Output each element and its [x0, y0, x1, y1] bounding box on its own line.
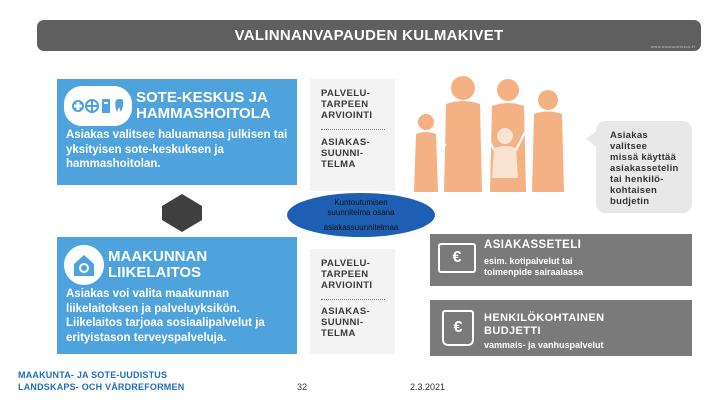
footer-date: 2.3.2021 [410, 382, 446, 392]
family-illustration [408, 74, 586, 192]
callout-line: valitsee [610, 141, 648, 152]
callout-line: tai henkilö- [610, 174, 664, 185]
maakunta-title-line1: MAAKUNNAN [108, 248, 208, 265]
callout-line: asiakassetelin [610, 163, 679, 174]
title-small-text: www.alueuudistus.fi [650, 44, 695, 49]
oval-line2: suunnitelma osana [327, 207, 395, 217]
rehab-oval [287, 193, 435, 237]
euro-wallet-icon: € [453, 319, 463, 336]
health-symbols-icon [70, 93, 126, 119]
callout-line: budjetin [610, 196, 650, 207]
card-text-line: ASIAKAS- [321, 137, 371, 148]
card-text-line: ARVIOINTI [321, 110, 373, 121]
card-text-line: ARVIOINTI [321, 280, 373, 291]
sote-description: Asiakas valitsee haluamansa julkisen tai yksityisen sote-keskuksen ja hammashoitolan. [66, 129, 288, 170]
double-arrow-icon [146, 194, 218, 232]
sote-title-line1: SOTE-KESKUS JA [136, 89, 268, 106]
callout-line: missä käyttää [610, 152, 677, 163]
card-text-line: TARPEEN [321, 99, 369, 110]
callout-pointer [586, 130, 598, 148]
callout-text [610, 130, 679, 207]
maakunta-title-line2: LIIKELAITOS [108, 264, 202, 281]
sote-title-line2: HAMMASHOITOLA [136, 105, 271, 122]
title-bar [37, 20, 701, 51]
card-text-line: SUUNNI- [321, 148, 364, 159]
asiakasseteli-title: ASIAKASSETELI [484, 239, 582, 251]
maakunta-card-item2 [321, 306, 370, 339]
sote-icon [64, 86, 132, 126]
sote-title [136, 90, 271, 122]
asiakasseteli-sub1: esim. kotipalvelut tai [484, 256, 573, 266]
card-text-line: PALVELU- [321, 88, 371, 99]
maakunta-card-item1 [321, 258, 372, 291]
footer-reform-title [18, 369, 184, 393]
sote-card-item1 [321, 88, 372, 121]
budjetti-title-line1: HENKILÖKOHTAINEN [484, 312, 605, 324]
footer-line1: MAAKUNTA- JA SOTE-UUDISTUS [18, 370, 168, 380]
budjetti-icon [442, 310, 474, 346]
footer-line2: LANDSKAPS- OCH VÅRDREFORMEN [18, 382, 185, 392]
budjetti-sub: vammais- ja vanhuspalvelut [484, 340, 604, 350]
maakunta-card-divider [321, 299, 385, 300]
card-text-line: TELMA [321, 159, 356, 170]
asiakasseteli-icon [438, 243, 476, 273]
page-title: VALINNANVAPAUDEN KULMAKIVET [234, 27, 504, 44]
oval-line1: Kuntoutumisen [334, 197, 388, 207]
oval-line3: asiakassuunnitelmaa [323, 222, 399, 232]
card-text-line: TARPEEN [321, 269, 369, 280]
callout-line: Asiakas [610, 130, 649, 141]
budjetti-title-line2: BUDJETTI [484, 324, 541, 337]
sote-card-divider [321, 129, 385, 130]
card-text-line: ASIAKAS- [321, 306, 371, 317]
building-icon [71, 252, 97, 278]
maakunta-description: Asiakas voi valita maakunnan liikelaitoksen ja palveluyksikön. Liikelaitos tarjoaa sosiaalipalvelut ja erityistason terveyspalveluja. [66, 288, 265, 344]
asiakasseteli-sub2: toimenpide sairaalassa [484, 266, 584, 277]
maakunta-title [108, 249, 207, 281]
sote-card-item2 [321, 137, 370, 170]
asiakasseteli-sub [484, 256, 583, 277]
budjetti-title [484, 312, 604, 337]
card-text-line: TELMA [321, 328, 356, 339]
maakunta-icon [64, 245, 104, 285]
card-text-line: PALVELU- [321, 258, 371, 269]
callout-line: kohtaisen [610, 185, 658, 196]
page-number: 32 [297, 382, 308, 392]
euro-icon: € [452, 249, 462, 266]
card-text-line: SUUNNI- [321, 317, 364, 328]
